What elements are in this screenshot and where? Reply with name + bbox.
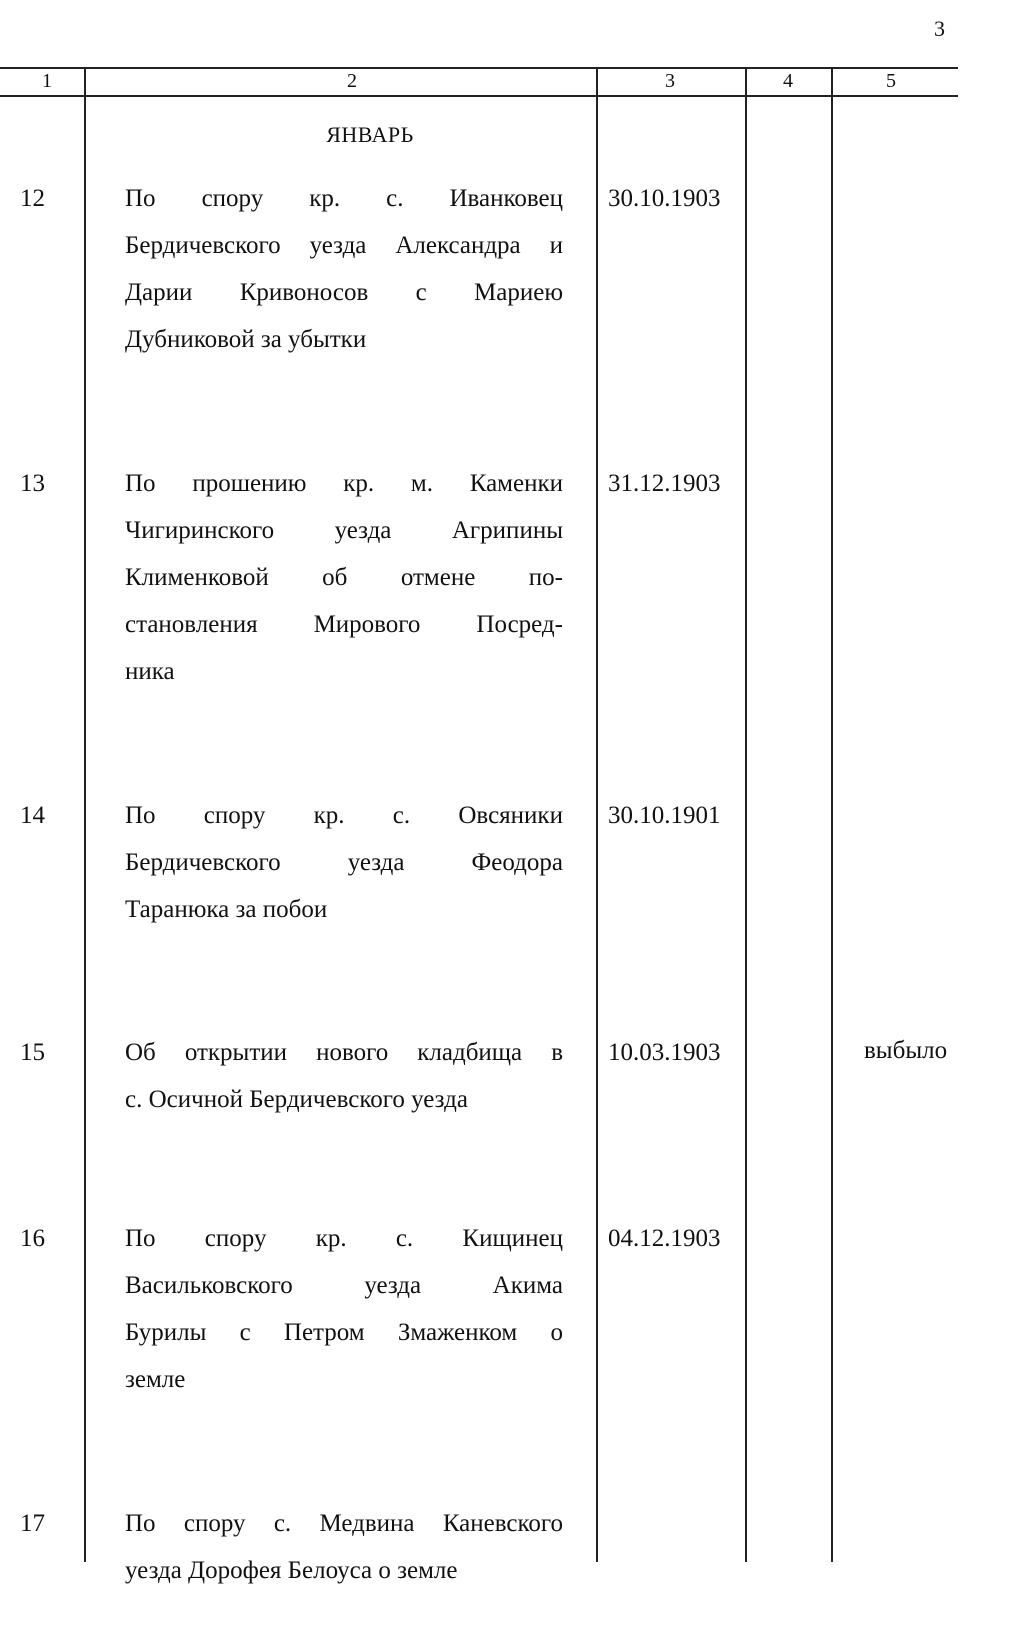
description-line: Клименковой об отмене по- [125,564,563,591]
description-line: Таранюка за побои [125,896,328,923]
description-line: По спору кр. с. Иванковец [125,185,563,212]
entry-number: 17 [20,1510,45,1537]
description-line: земле [125,1366,186,1393]
description-line: Дубниковой за убытки [125,326,367,353]
entry-date: 04.12.1903 [608,1225,721,1252]
entry-date: 10.03.1903 [608,1039,721,1066]
entry-description [125,792,563,933]
column-divider [745,67,747,1562]
description-line: Бурилы с Петром Змаженком о [125,1319,563,1346]
description-line: Чигиринского уезда Агрипины [125,517,563,544]
description-line: По спору кр. с. Кищинец [125,1225,563,1252]
description-line: По спору с. Медвина Каневского [125,1510,563,1537]
entry-description [125,1500,563,1594]
column-header-5: 5 [886,70,896,92]
description-line: Бердичевского уезда Александра и [125,232,563,259]
description-line: Дарии Кривоносов с Мариею [125,279,563,306]
entry-number: 16 [20,1225,45,1252]
table-top-border [0,67,958,69]
column-header-4: 4 [783,70,793,92]
entry-date: 31.12.1903 [608,470,721,497]
entry-number: 12 [20,185,45,212]
column-divider [831,67,833,1562]
column-header-2: 2 [347,70,357,92]
description-line: ника [125,658,175,685]
header-bottom-border [0,95,958,97]
description-line: уезда Дорофея Белоуса о земле [125,1557,458,1584]
entry-number: 14 [20,802,45,829]
description-line: с. Осичной Бердичевского уезда [125,1086,468,1113]
entry-number: 13 [20,470,45,497]
column-header-1: 1 [42,70,52,92]
column-header-3: 3 [665,70,675,92]
entry-date: 30.10.1901 [608,802,721,829]
description-line: По прошению кр. м. Каменки [125,470,563,497]
description-line: По спору кр. с. Овсяники [125,802,563,829]
entry-number: 15 [20,1039,45,1066]
entry-description [125,460,563,695]
description-line: Бердичевского уезда Феодора [125,849,563,876]
page-number: 3 [934,16,945,41]
entry-date: 30.10.1903 [608,185,721,212]
description-line: Об открытии нового кладбища в [125,1039,563,1066]
description-line: становления Мирового Посред- [125,611,563,638]
description-line: Васильковского уезда Акима [125,1272,563,1299]
entry-note: выбыло [864,1037,948,1064]
column-divider [596,67,598,1562]
column-divider [84,67,86,1562]
month-heading: ЯНВАРЬ [326,122,414,147]
entry-description [125,175,563,363]
entry-description [125,1215,563,1403]
entry-description [125,1029,563,1123]
